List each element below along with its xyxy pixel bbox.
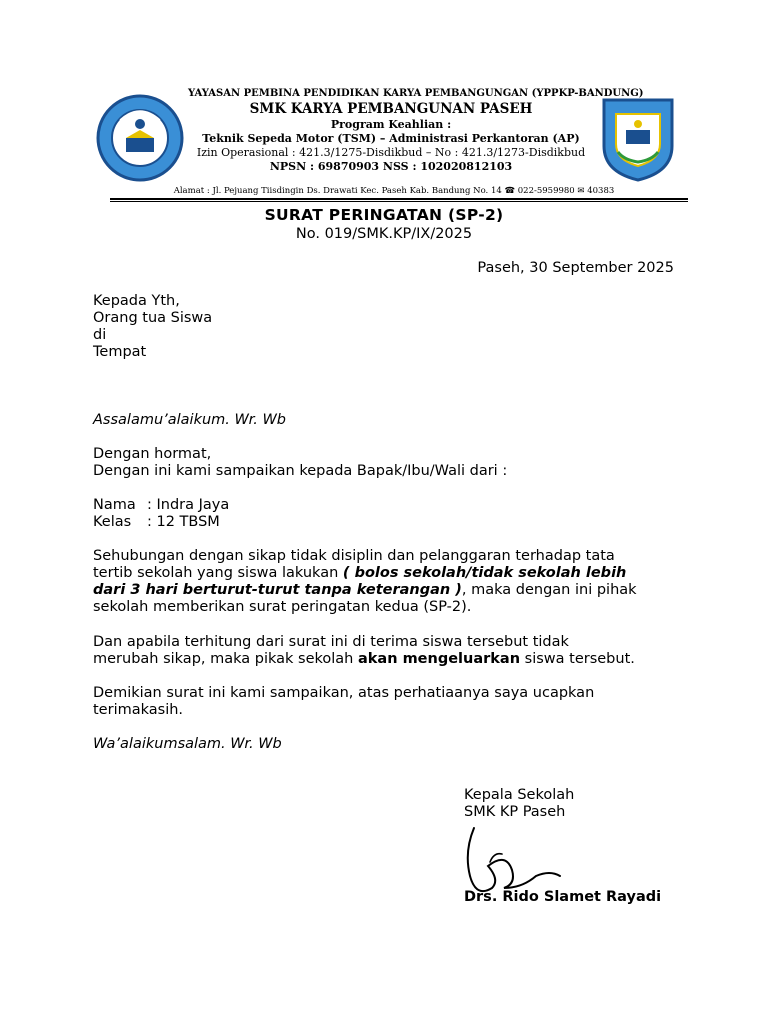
foundation-logo-icon bbox=[96, 94, 184, 182]
student-class-value: : 12 TBSM bbox=[147, 514, 220, 530]
foundation-name: YAYASAN PEMBINA PENDIDIKAN KARYA PEMBANGUNGAN (YPPKP-BANDUNG) bbox=[188, 88, 644, 99]
paragraph-violation-line-4: sekolah memberikan surat peringatan kedua (SP-2). bbox=[93, 599, 472, 615]
npsn-nss: NPSN : 69870903 NSS : 102020812103 bbox=[269, 160, 513, 173]
student-name-value: : Indra Jaya bbox=[147, 497, 230, 513]
program-label: Program Keahlian : bbox=[330, 118, 452, 131]
opening-salutation: Dengan hormat, bbox=[93, 446, 212, 462]
operational-permit: Izin Operasional : 421.3/1275-Disdikbud – No : 421.3/1273-Disdikbud bbox=[196, 146, 586, 159]
paragraph-consequence bbox=[93, 634, 693, 668]
school-name: SMK KARYA PEMBANGUNAN PASEH bbox=[249, 101, 533, 117]
program-list: Teknik Sepeda Motor (TSM) – Administrasi Perkantoran (AP) bbox=[202, 132, 580, 145]
signer-title: Kepala Sekolah bbox=[464, 787, 575, 803]
letterhead-divider-thin bbox=[110, 201, 688, 202]
opening-sentence: Dengan ini kami sampaikan kepada Bapak/Ibu/Wali dari : bbox=[93, 463, 508, 479]
paragraph-violation-line-3: dari 3 hari berturut-turut tanpa keterangan ), maka dengan ini pihak bbox=[93, 582, 637, 598]
paragraph-consequence-line-2: merubah sikap, maka pikak sekolah akan mengeluarkan siswa tersebut. bbox=[93, 651, 635, 667]
school-address: Alamat : Jl. Pejuang Tiisdingin Ds. Drawati Kec. Paseh Kab. Bandung No. 14 ☎ 022-5959980 ✉ 40383 bbox=[173, 186, 615, 196]
paragraph-closing-line-2: terimakasih. bbox=[93, 702, 184, 718]
consequence-emphasis: akan mengeluarkan bbox=[357, 651, 521, 667]
recipient-line-1: Kepada Yth, bbox=[93, 293, 180, 309]
letterhead-text bbox=[188, 86, 644, 173]
recipient-line-4: Tempat bbox=[93, 344, 147, 360]
violation-detail-cont: dari 3 hari berturut-turut tanpa keterangan ) bbox=[93, 582, 462, 598]
closing-greeting: Wa’alaikumsalam. Wr. Wb bbox=[93, 736, 282, 752]
letterhead bbox=[96, 86, 688, 204]
paragraph-violation-line-2: tertib sekolah yang siswa lakukan ( bolos sekolah/tidak sekolah lebih bbox=[93, 565, 627, 581]
signer-organization: SMK KP Paseh bbox=[464, 804, 566, 820]
student-name-label: Nama bbox=[93, 497, 136, 513]
paragraph-violation-line-1: Sehubungan dengan sikap tidak disiplin dan pelanggaran terhadap tata bbox=[93, 548, 615, 564]
letter-title: SURAT PERINGATAN (SP-2) bbox=[264, 206, 504, 224]
place-date: Paseh, 30 September 2025 bbox=[477, 260, 674, 276]
letterhead-divider bbox=[110, 198, 688, 200]
paragraph-consequence-line-1: Dan apabila terhitung dari surat ini di terima siswa tersebut tidak bbox=[93, 634, 569, 650]
paragraph-violation bbox=[93, 548, 693, 616]
letter-number: No. 019/SMK.KP/IX/2025 bbox=[295, 226, 473, 242]
student-class-label: Kelas bbox=[93, 514, 132, 530]
signer-name: Drs. Rido Slamet Rayadi bbox=[464, 889, 662, 905]
school-logo-icon bbox=[594, 94, 682, 182]
paragraph-closing bbox=[93, 685, 693, 719]
paragraph-closing-line-1: Demikian surat ini kami sampaikan, atas perhatiaanya saya ucapkan bbox=[93, 685, 595, 701]
recipient-line-2: Orang tua Siswa bbox=[93, 310, 213, 326]
violation-detail: ( bolos sekolah/tidak sekolah lebih bbox=[342, 565, 627, 581]
recipient-line-3: di bbox=[93, 327, 107, 343]
greeting: Assalamu’alaikum. Wr. Wb bbox=[93, 412, 286, 428]
